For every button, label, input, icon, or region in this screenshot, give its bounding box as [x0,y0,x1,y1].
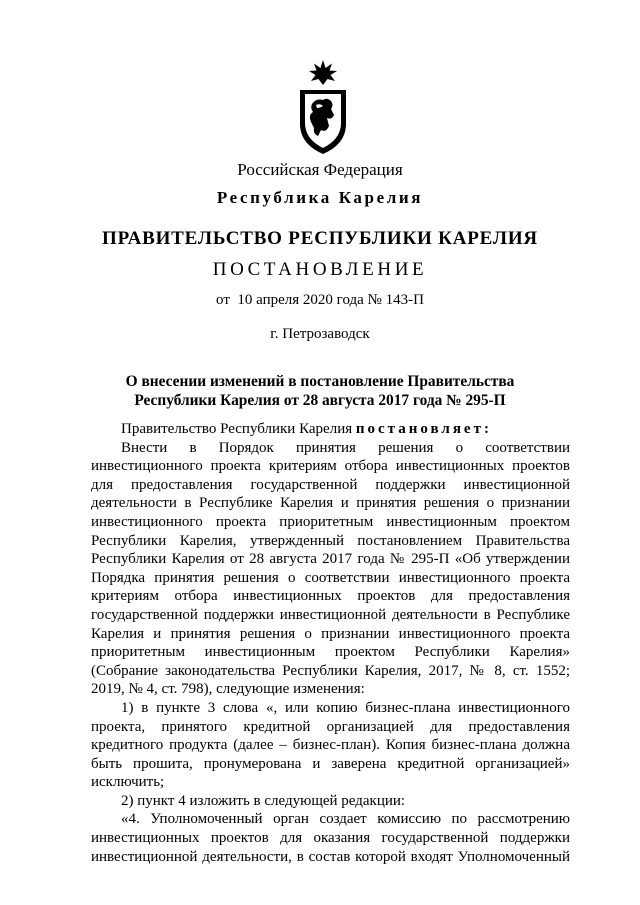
body-line: деятельности в Республике Карелия и принятия решения о признании [91,495,570,512]
document-body [91,420,570,866]
document-type: ПОСТАНОВЛЕНИЕ [212,259,428,280]
date-number-line: от 10 апреля 2020 года № 143-П [216,292,424,308]
body-line: Внести в Порядок принятия решения о соответствии [121,439,570,456]
body-line: «4. Уполномоченный орган создает комиссию по рассмотрению [121,811,570,828]
body-line: приоритетным инвестиционным проектом Республики Карелия» [91,644,570,661]
body-line: инвестиционного проекта приоритетным инвестиционным проектом [91,513,570,530]
body-line: Карелия и принятия решения о признании инвестиционного проекта [91,625,570,642]
document-subject [100,372,540,410]
body-line: (Собрание законодательства Республики Карелия, 2017, № 8, ст. 1552; [91,662,570,679]
body-line: кредитного продукта (далее – бизнес-план). Копия бизнес-плана должна [91,737,570,754]
country-name: Российская Федерация [237,160,403,179]
subject-line: О внесении изменений в постановление Правительства [125,373,515,390]
government-title: ПРАВИТЕЛЬСТВО РЕСПУБЛИКИ КАРЕЛИЯ [102,228,538,249]
body-line: для предоставления государственной поддержки инвестиционной [91,476,570,493]
republic-name: Республика Карелия [216,188,424,207]
body-line: быть прошита, пронумерована и заверена кредитной организацией» [91,755,570,772]
intro-action: постановляет: [355,421,492,437]
body-line: инвестиционных проектов для оказания государственной поддержки [91,830,570,847]
body-line: 1) в пункте 3 слова «, или копию бизнес-плана инвестиционного [121,699,570,716]
karelia-coat-of-arms-icon [296,60,350,156]
intro-paragraph [91,420,570,439]
body-line: 2) пункт 4 изложить в следующей редакции: [121,792,406,809]
body-line: 2019, № 4, ст. 798), следующие изменения: [91,681,365,698]
body-line: Республики Карелия, утвержденный постановлением Правительства [91,532,570,549]
intro-text: Правительство Республики Карелия [121,421,356,437]
body-line: исключить; [91,774,165,791]
body-line: инвестиционного проекта критериям отбора инвестиционных проектов [91,458,570,475]
subject-line: Республики Карелия от 28 августа 2017 года № 295-П [134,392,506,409]
body-line: Порядка принятия решения о соответствии инвестиционного проекта [91,569,570,586]
body-line: инвестиционной деятельности, в состав которой входят Уполномоченный [91,848,570,865]
body-line: проекта, принятого кредитной организацией для предоставления [91,718,570,735]
body-line: Республики Карелия от 28 августа 2017 года № 295-П «Об утверждении [91,551,570,568]
body-line: критериям отбора инвестиционных проектов для предоставления [91,588,570,605]
city-name: г. Петрозаводск [270,326,370,342]
body-line: государственной поддержки инвестиционной деятельности в Республике [91,606,570,623]
